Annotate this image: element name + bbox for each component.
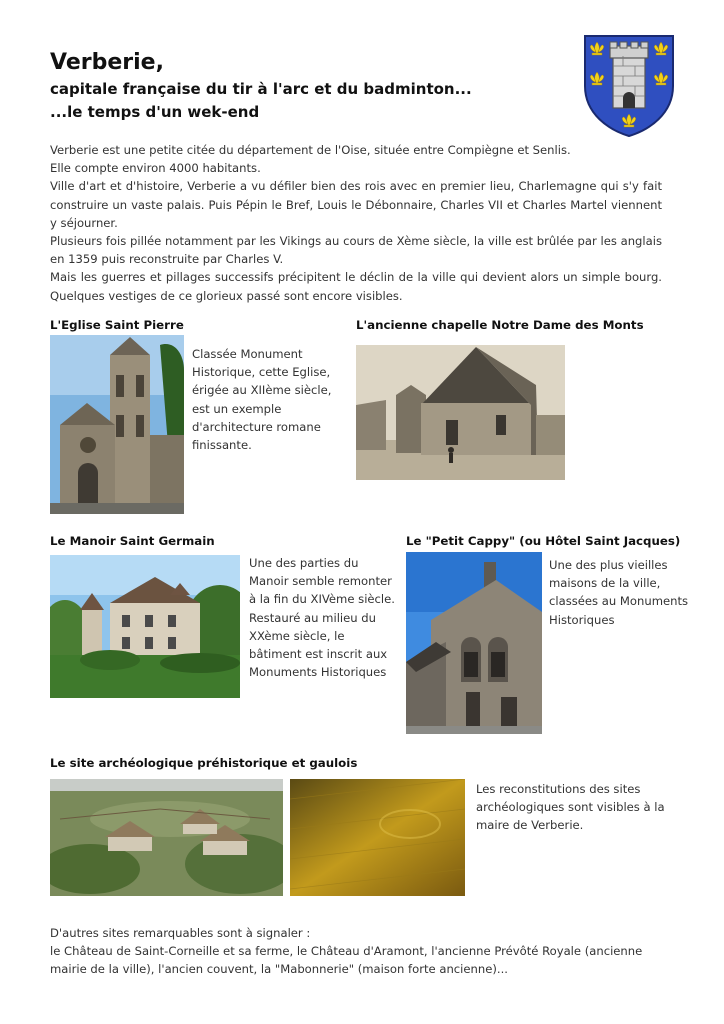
intro-text [50,141,662,305]
coat-of-arms-logo [583,34,675,138]
footer-intro: D'autres sites remarquables sont à signaler : [50,926,311,940]
section-heading-manoir: Le Manoir Saint Germain [50,534,215,548]
intro-paragraph: Verberie est une petite citée du département de l'Oise, située entre Compiègne et Senlis. [50,143,571,157]
section-heading-site: Le site archéologique préhistorique et gaulois [50,756,358,770]
section-heading-cappy: Le "Petit Cappy" (ou Hôtel Saint Jacques) [406,534,681,548]
site-description: Les reconstitutions des sites archéologiques sont visibles à la maire de Verberie. [476,782,665,833]
cappy-photo [406,552,542,734]
manoir-photo [50,555,240,698]
section-heading-chapelle: L'ancienne chapelle Notre Dame des Monts [356,318,644,332]
site-model-photo [50,779,283,896]
intro-paragraph: Ville d'art et d'histoire, Verberie a vu défiler bien des rois avec en premier lieu, Charlemagne qui s'y fait construire un vaste palais. Puis Pépin le Bref, Louis le Débonnaire, Charles VII et Charles Martel viennent y séjourner. [50,179,662,230]
intro-paragraph: Plusieurs fois pillée notamment par les Vikings au cours de Xème siècle, la ville est brûlée par les anglais en 1359 puis reconstruite par Charles V. [50,234,662,267]
intro-paragraph: Mais les guerres et pillages successifs précipitent le déclin de la ville qui devient alors un simple bourg. Quelques vestiges de ce glorieux passé sont encore visibles. [50,270,662,303]
intro-paragraph: Elle compte environ 4000 habitants. [50,161,261,176]
eglise-photo [50,335,184,514]
site-aerial-photo [290,779,465,896]
footer-list: le Château de Saint-Corneille et sa ferme, le Château d'Aramont, l'ancienne Prévôté Royale (ancienne mairie de la ville), l'ancien couvent, la "Mabonnerie" (maison forte ancienne)... [50,944,643,977]
section-heading-eglise: L'Eglise Saint Pierre [50,318,184,332]
page-subtitle-2: ...le temps d'un wek-end [50,103,260,121]
page-subtitle: capitale française du tir à l'arc et du badminton... [50,80,472,98]
chapelle-photo [356,345,565,480]
eglise-description: Classée Monument Historique, cette Eglise, érigée au XIIème siècle, est un exemple d'architecture romane finissante. [192,347,332,453]
manoir-description: Une des parties du Manoir semble remonter à la fin du XIVème siècle. Restauré au milieu du XXème siècle, le bâtiment est inscrit aux Monuments Historiques [249,556,395,680]
page-title: Verberie, [50,50,164,75]
cappy-description: Une des plus vieilles maisons de la ville, classées au Monuments Historiques [549,558,689,627]
